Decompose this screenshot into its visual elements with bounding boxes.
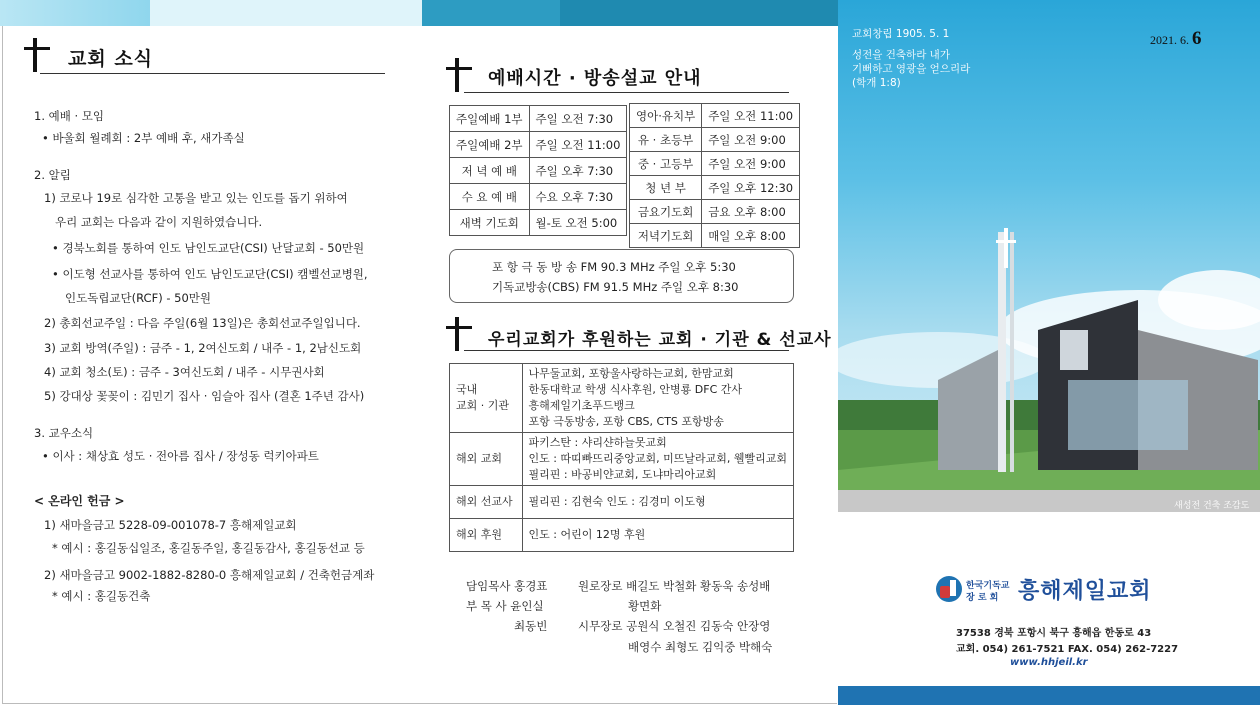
band-segment [422, 0, 560, 26]
church-building-illustration [838, 0, 1260, 512]
staff-associate: 부 목 사 윤인실 [466, 599, 544, 613]
verse-line: 기뻐하고 영광을 얻으리라 [852, 63, 971, 75]
schedule-row [630, 224, 800, 248]
staff-associate-2: 최동빈 [514, 619, 548, 633]
schedule-time: 주일 오전 7:30 [529, 106, 627, 132]
support-details [522, 519, 793, 552]
notice-line: 우리 교회는 다음과 같이 지원하였습니다. [55, 215, 263, 229]
schedule-service: 금요기도회 [630, 200, 702, 224]
support-line: 흥해제일기초푸드뱅크 [528, 399, 635, 412]
schedule-table-right [629, 103, 800, 248]
verse-reference: (학개 1:8) [852, 77, 901, 89]
support-category: 해외 교회 [450, 433, 523, 486]
notice-line: 5) 강대상 꽃꽂이 : 김민기 집사 · 임슬아 집사 (결혼 1주년 감사) [44, 389, 365, 403]
notice-line: 3) 교회 방역(주일) : 금주 - 1, 2여신도회 / 내주 - 1, 2남신도회 [44, 341, 362, 355]
support-line: 필리핀 : 바공비얀교회, 도냐마리아교회 [528, 468, 717, 481]
support-row [450, 364, 794, 433]
notice-heading: 2. 알림 [34, 168, 71, 182]
support-line: 인도 : 따띠빠뜨리중앙교회, 미뜨날라교회, 웰빨리교회 [528, 452, 787, 465]
offering-line: * 예시 : 홍길동십일조, 홍길동주일, 홍길동감사, 홍길동선교 등 [52, 541, 365, 555]
cross-icon [446, 58, 472, 92]
support-details [522, 486, 793, 519]
schedule-row [450, 184, 627, 210]
schedule-row [450, 106, 627, 132]
bottom-color-bar [838, 686, 1260, 705]
schedule-service: 중 · 고등부 [630, 152, 702, 176]
church-address: 37538 경북 포항시 북구 흥해읍 한동로 43 [956, 628, 1152, 639]
members-item: • 이사 : 채상효 성도 · 전아름 집사 / 장성동 럭키아파트 [42, 449, 319, 463]
schedule-row [630, 152, 800, 176]
support-table [449, 363, 794, 552]
notice-line: 인도독립교단(RCF) - 50만원 [65, 291, 212, 305]
bulletin-date-day: 6 [1192, 28, 1202, 49]
schedule-time: 주일 오후 12:30 [702, 176, 800, 200]
schedule-service: 저 녁 예 배 [450, 158, 530, 184]
schedule-row [630, 128, 800, 152]
church-website: www.hhjeil.kr [1010, 657, 1088, 668]
schedule-time: 주일 오전 9:00 [702, 152, 800, 176]
schedule-service: 주일예배 1부 [450, 106, 530, 132]
schedule-title: 예배시간 · 방송설교 안내 [488, 68, 702, 89]
schedule-service: 새벽 기도회 [450, 210, 530, 236]
schedule-time: 매일 오후 8:00 [702, 224, 800, 248]
band-segment [560, 0, 838, 26]
offering-line: 2) 새마을금고 9002-1882-8280-0 흥해제일교회 / 건축헌금계좌 [44, 568, 375, 582]
cross-icon [446, 317, 472, 351]
schedule-row [450, 132, 627, 158]
schedule-row [630, 104, 800, 128]
members-heading: 3. 교우소식 [34, 426, 94, 440]
support-line: 나무둘교회, 포항울사랑하는교회, 한맘교회 [528, 367, 734, 380]
support-line: 파키스탄 : 샤리샨하늘못교회 [528, 436, 667, 449]
support-line: 포항 극동방송, 포항 CBS, CTS 포항방송 [528, 415, 724, 428]
worship-heading: 1. 예배 · 모임 [34, 109, 105, 123]
cross-icon [24, 38, 50, 72]
schedule-service: 청 년 부 [630, 176, 702, 200]
offering-line: * 예시 : 홍길동건축 [52, 589, 151, 603]
church-logo-icon [936, 576, 962, 602]
notice-line: 1) 코로나 19로 심각한 고통을 받고 있는 인도를 돕기 위하여 [44, 191, 348, 205]
radio-broadcast-box [449, 249, 794, 303]
band-segment [150, 0, 422, 26]
title-underline [464, 350, 789, 351]
schedule-table-left [449, 105, 627, 236]
schedule-row [630, 176, 800, 200]
staff-elders-emeritus: 원로장로 배길도 박철화 황동욱 송성배 [578, 579, 771, 593]
bulletin-date [1150, 28, 1202, 50]
support-category: 해외 선교사 [450, 486, 523, 519]
offering-line: 1) 새마을금고 5228-09-001078-7 흥해제일교회 [44, 518, 297, 532]
schedule-time: 주일 오전 11:00 [529, 132, 627, 158]
radio-line: 포 항 극 동 방 송 FM 90.3 MHz 주일 오후 5:30 [492, 260, 736, 274]
radio-line: 기독교방송(CBS) FM 91.5 MHz 주일 오후 8:30 [492, 280, 739, 294]
staff-pastor: 담임목사 홍경표 [466, 579, 548, 593]
staff-elders-2: 배영수 최형도 김익중 박해숙 [628, 640, 773, 654]
support-title: 우리교회가 후원하는 교회 · 기관 & 선교사 [488, 330, 832, 350]
photo-caption-text: 새성전 건축 조감도 [1174, 501, 1250, 511]
notice-line: • 이도형 선교사를 통하여 인도 남인도교단(CSI) 캠벨선교병원, [52, 267, 368, 281]
schedule-row [450, 210, 627, 236]
staff-elders-emeritus-2: 황면화 [628, 599, 662, 613]
support-category: 해외 후원 [450, 519, 523, 552]
schedule-time: 주일 오전 11:00 [702, 104, 800, 128]
schedule-service: 저녁기도회 [630, 224, 702, 248]
schedule-service: 수 요 예 배 [450, 184, 530, 210]
notice-line: 4) 교회 청소(토) : 금주 - 3여신도회 / 내주 - 시무권사회 [44, 365, 325, 379]
top-decorative-band [0, 0, 838, 26]
schedule-time: 금요 오후 8:00 [702, 200, 800, 224]
title-underline [40, 73, 385, 74]
church-photo [838, 0, 1260, 512]
support-details [522, 433, 793, 486]
schedule-time: 주일 오전 9:00 [702, 128, 800, 152]
support-row [450, 433, 794, 486]
support-row [450, 519, 794, 552]
support-line: 인도 : 어린이 12명 후원 [528, 528, 646, 541]
support-line: 필리핀 : 김현숙 인도 : 김경미 이도형 [528, 495, 706, 508]
schedule-service: 유 · 초등부 [630, 128, 702, 152]
church-phone: 교회. 054) 261-7521 FAX. 054) 262-7227 [956, 644, 1179, 655]
schedule-service: 주일예배 2부 [450, 132, 530, 158]
schedule-service: 영아·유치부 [630, 104, 702, 128]
support-line: 한동대학교 학생 식사후원, 안병룡 DFC 간사 [528, 383, 743, 396]
support-row [450, 486, 794, 519]
verse-line: 성전을 건축하라 내가 [852, 49, 950, 61]
denomination-line: 한국기독교 [966, 581, 1010, 591]
schedule-row [450, 158, 627, 184]
schedule-row [630, 200, 800, 224]
notice-line: • 경북노회를 통하여 인도 남인도교단(CSI) 난달교회 - 50만원 [52, 241, 365, 255]
offering-heading: < 온라인 헌금 > [34, 494, 125, 508]
cover-panel [838, 0, 1260, 705]
title-underline [464, 92, 789, 93]
news-title: 교회 소식 [68, 48, 154, 70]
support-category: 국내 교회 · 기관 [450, 364, 523, 433]
staff-elders: 시무장로 공원식 오철진 김동숙 안장영 [578, 619, 771, 633]
support-details [522, 364, 793, 433]
schedule-time: 주일 오후 7:30 [529, 158, 627, 184]
schedule-time: 수요 오후 7:30 [529, 184, 627, 210]
church-name: 흥해제일교회 [1018, 579, 1152, 604]
worship-item: • 바울회 월례회 : 2부 예배 후, 새가족실 [42, 131, 245, 145]
founded-date: 교회창립 1905. 5. 1 [852, 28, 950, 40]
bulletin-date-prefix: 2021. 6. [1150, 33, 1189, 47]
schedule-time: 월-토 오전 5:00 [529, 210, 627, 236]
denomination-line: 장 로 회 [966, 593, 999, 603]
notice-line: 2) 총회선교주일 : 다음 주일(6월 13일)은 총회선교주일입니다. [44, 316, 361, 330]
